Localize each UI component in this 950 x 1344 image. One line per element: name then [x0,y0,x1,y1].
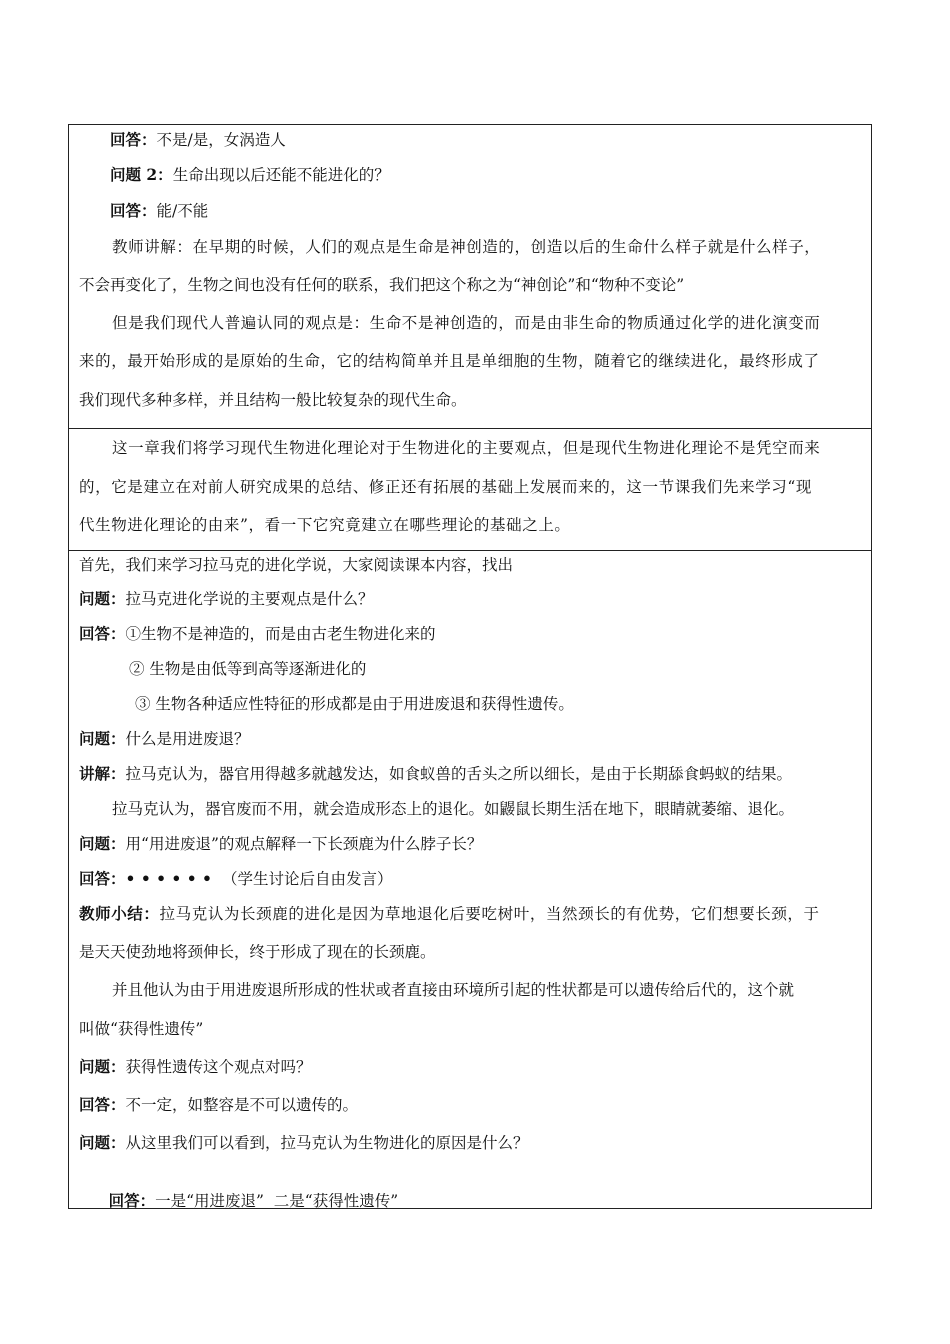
question-line-1 [79,589,374,609]
explanation-label: 讲解： [79,764,126,783]
question-label: 问题： [79,1057,126,1076]
summary-label: 教师小结： [79,904,160,923]
question-text: 获得性遗传这个观点对吗？ [125,1058,312,1076]
question-2-line [110,165,390,185]
answer-text: 能/不能 [156,202,209,220]
explanation-line-2: 拉马克认为，器官废而不用，就会造成形态上的退化。如鼹鼠长期生活在地下，眼睛就萎缩、退化。 [112,800,795,818]
paragraph-line-2: 来的，最开始形成的是原始的生命，它的结构简单并且是单细胞的生物，随着它的继续进化，最终形成了 [79,352,820,370]
question-text: 什么是用进废退？ [125,730,250,748]
acquired-trait-line-1: 并且他认为由于用进废退所形成的性状或者直接由环境所引起的性状都是可以遗传给后代的，这个就 [112,981,795,999]
question-text: 拉马克进化学说的主要观点是什么？ [125,590,374,608]
section-questions-origin [69,125,871,428]
ellipsis-dots: • • • • • • [125,869,212,888]
answer-label: 回答： [110,130,157,149]
answer-label: 回答： [108,1191,156,1210]
intro-line-2: 的，它是建立在对前人研究成果的总结、修正还有拓展的基础上发展而来的，这一节课我们先来学习“现 [79,478,813,496]
answer-point-1 [79,624,436,644]
teacher-summary-line-2: 是天天使劲地将颈伸长，终于形成了现在的长颈鹿。 [79,943,436,961]
question-text: 从这里我们可以看到，拉马克认为生物进化的原因是什么？ [125,1134,529,1152]
answer-label: 回答： [79,624,126,643]
answer-line-2 [110,201,208,221]
question-label: 问题： [79,589,126,608]
explanation-line-1 [79,764,792,784]
teacher-summary-line-1 [79,904,820,924]
answer-text: （学生讨论后自由发言） [221,870,393,888]
answer-line-causes [79,1171,398,1231]
lamarck-intro-line: 首先，我们来学习拉马克的进化学说，大家阅读课本内容，找出 [79,556,514,574]
section-lamarck [69,550,871,1210]
summary-text: 拉马克认为长颈鹿的进化是因为草地退化后要吃树叶，当然颈长的有优势，它们想要长颈，于 [159,905,820,923]
answer-text: 不一定，如整容是不可以遗传的。 [125,1096,359,1114]
answer-line-discussion [79,869,392,889]
answer-line-1 [110,130,286,150]
section-introduction [69,428,871,550]
question-label: 问题 2： [110,165,173,184]
answer-label: 回答： [79,869,126,888]
question-line-2 [79,729,250,749]
answer-text: 一是“用进废退” 二是“获得性遗传” [155,1192,399,1210]
paragraph-line-3: 我们现代多种多样，并且结构一般比较复杂的现代生命。 [79,391,467,409]
question-label: 问题： [79,834,126,853]
teacher-explanation-line-1: 教师讲解：在早期的时候，人们的观点是生命是神创造的，创造以后的生命什么样子就是什么样子， [112,238,821,256]
question-line-4 [79,1057,312,1077]
paragraph-line-1: 但是我们现代人普遍认同的观点是：生命不是神创造的，而是由非生命的物质通过化学的进化演变而 [112,314,821,332]
explanation-text: 拉马克认为，器官用得越多就越发达，如食蚁兽的舌头之所以细长，是由于长期舔食蚂蚁的结果。 [125,765,793,783]
answer-point-2: ② 生物是由低等到高等逐渐进化的 [129,660,367,678]
answer-point-3: ③ 生物各种适应性特征的形成都是由于用进废退和获得性遗传。 [135,695,574,713]
answer-text: 不是/是，女涡造人 [156,131,286,149]
question-text: 生命出现以后还能不能进化的？ [172,166,390,184]
intro-line-3: 代生物进化理论的由来”，看一下它究竟建立在哪些理论的基础之上。 [79,516,571,534]
lesson-table [68,124,872,1209]
teacher-explanation-line-2: 不会再变化了，生物之间也没有任何的联系，我们把这个称之为“神创论”和“物种不变论” [79,276,685,294]
answer-label: 回答： [110,201,157,220]
answer-line-cosmetic [79,1095,358,1115]
acquired-trait-line-2: 叫做“获得性遗传” [79,1020,204,1038]
question-label: 问题： [79,1133,126,1152]
question-line-5 [79,1133,529,1153]
intro-line-1: 这一章我们将学习现代生物进化理论对于生物进化的主要观点，但是现代生物进化理论不是凭空而来 [112,439,821,457]
question-text: 用“用进废退”的观点解释一下长颈鹿为什么脖子长？ [125,835,483,853]
answer-text: ①生物不是神造的，而是由古老生物进化来的 [125,625,436,643]
question-line-3 [79,834,482,854]
question-label: 问题： [79,729,126,748]
answer-label: 回答： [79,1095,126,1114]
